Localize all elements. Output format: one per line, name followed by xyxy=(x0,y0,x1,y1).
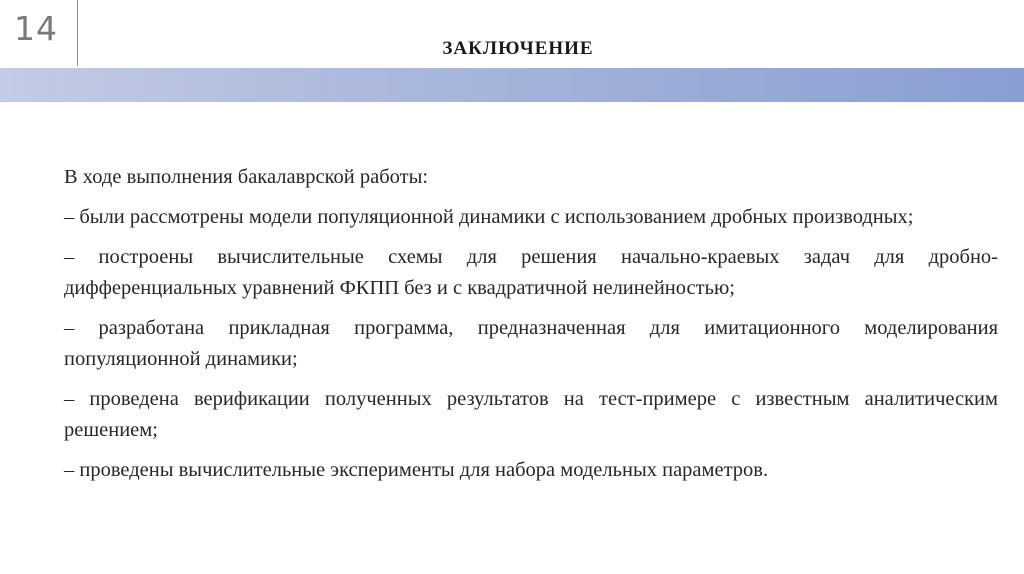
conclusion-item: – были рассмотрены модели популяционной динамики с использованием дробных производных; xyxy=(64,206,914,228)
conclusion-item: – проведена верификации полученных результатов на тест-примере с известным аналитическим решением; xyxy=(64,388,998,441)
conclusion-item: – проведены вычислительные эксперименты для набора модельных параметров. xyxy=(64,459,769,481)
slide-number: 14 xyxy=(14,9,58,48)
conclusion-item: – построены вычислительные схемы для решения начально-краевых задач для дробно-дифференциальных уравнений ФКПП без и с квадратичной нелинейностью; xyxy=(64,246,998,299)
intro-paragraph: В ходе выполнения бакалаврской работы: xyxy=(64,166,429,188)
title-band xyxy=(0,68,1024,102)
conclusion-content xyxy=(64,162,998,495)
slide-title: ЗАКЛЮЧЕНИЕ xyxy=(442,38,594,59)
conclusion-item: – разработана прикладная программа, предназначенная для имитационного моделирования популяционной динамики; xyxy=(64,317,998,370)
